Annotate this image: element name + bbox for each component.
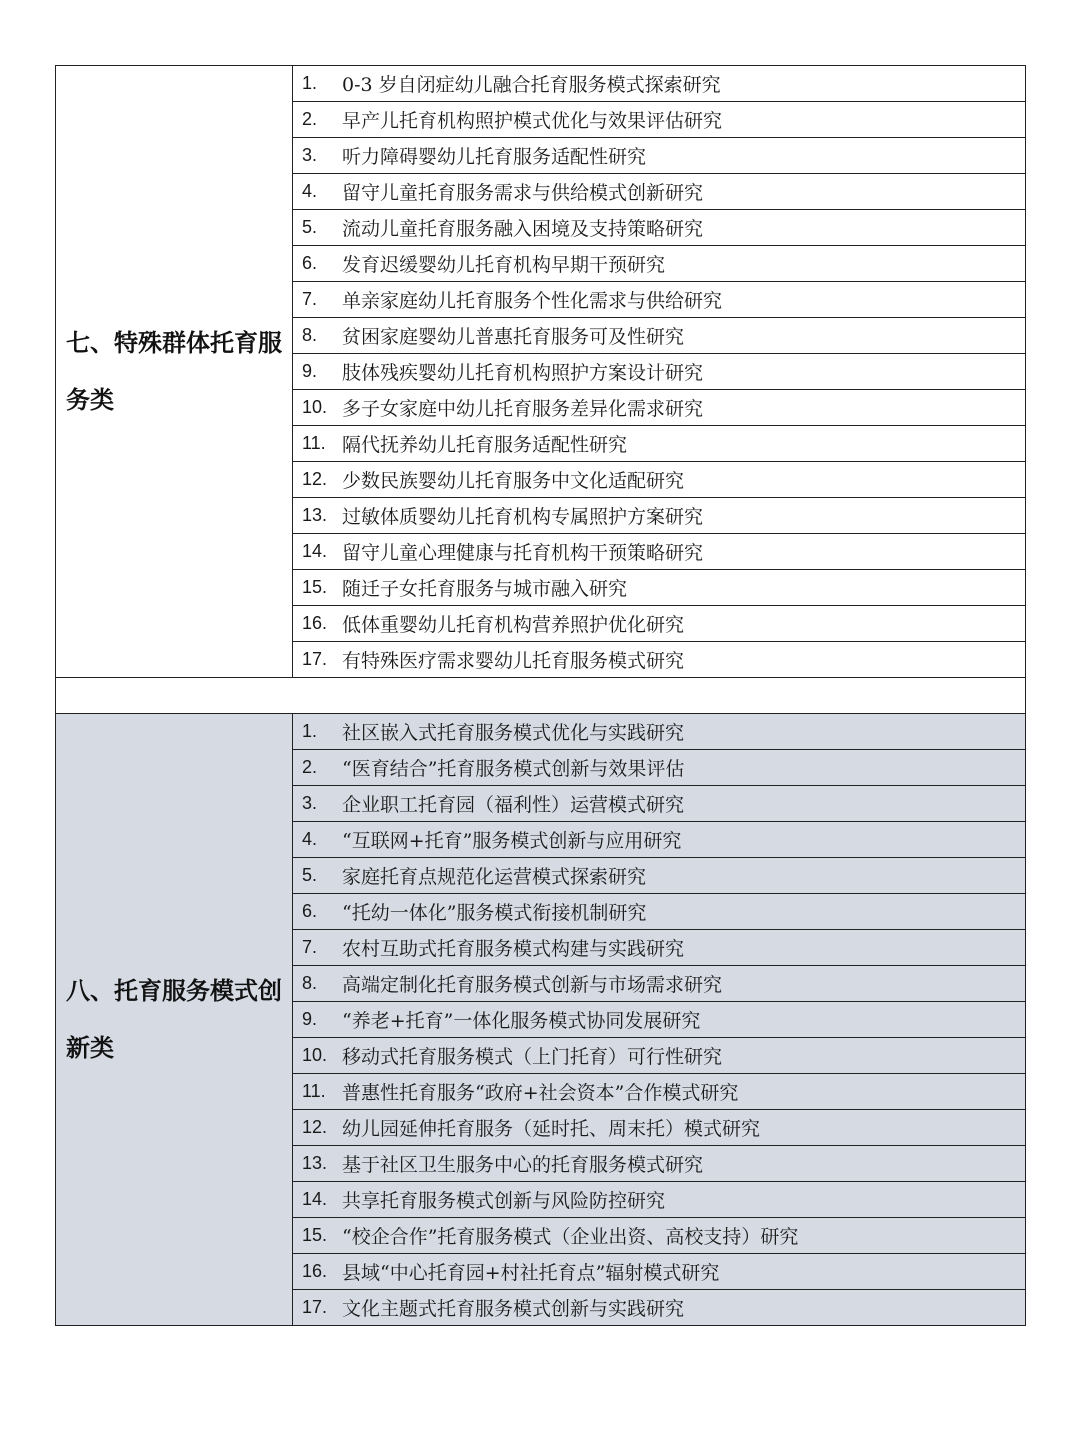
topic-cell: [293, 1290, 1026, 1326]
topic-cell: [293, 1254, 1026, 1290]
item-number: 15.: [302, 577, 328, 597]
topic-cell: [293, 498, 1026, 534]
item-title: 家庭托育点规范化运营模式探索研究: [342, 866, 647, 888]
item-title: 早产儿托育机构照护模式优化与效果评估研究: [342, 110, 723, 132]
item-title: 社区嵌入式托育服务模式优化与实践研究: [342, 722, 685, 744]
item-title: 幼儿园延伸托育服务（延时托、周末托）模式研究: [342, 1118, 761, 1140]
item-number: 5.: [302, 217, 318, 237]
item-title: 0-3 岁自闭症幼儿融合托育服务模式探索研究: [342, 74, 721, 96]
item-title: “医育结合”托育服务模式创新与效果评估: [342, 758, 685, 780]
item-number: 3.: [302, 793, 318, 813]
item-number: 12.: [302, 1117, 328, 1137]
topic-item: [293, 1146, 1025, 1181]
item-number: 17.: [302, 649, 328, 669]
item-number: 9.: [302, 361, 318, 381]
topic-item: [293, 102, 1025, 137]
topic-item: [293, 570, 1025, 605]
item-title: 随迁子女托育服务与城市融入研究: [342, 578, 628, 600]
item-title: 留守儿童心理健康与托育机构干预策略研究: [342, 542, 704, 564]
topic-cell: [293, 894, 1026, 930]
topic-item: [293, 210, 1025, 245]
topic-cell: [293, 570, 1026, 606]
topic-cell: [293, 246, 1026, 282]
item-number: 5.: [302, 865, 318, 885]
topic-cell: [293, 534, 1026, 570]
item-number: 16.: [302, 1261, 328, 1281]
topic-item: [293, 354, 1025, 389]
topic-cell: [293, 750, 1026, 786]
item-title: 共享托育服务模式创新与风险防控研究: [342, 1190, 666, 1212]
topic-item: [293, 282, 1025, 317]
topic-item: [293, 822, 1025, 857]
topic-cell: [293, 390, 1026, 426]
item-title: 流动儿童托育服务融入困境及支持策略研究: [342, 218, 704, 240]
item-title: 贫困家庭婴幼儿普惠托育服务可及性研究: [342, 326, 685, 348]
table-row: [56, 66, 1026, 102]
topic-cell: [293, 102, 1026, 138]
topic-cell: [293, 1218, 1026, 1254]
topic-cell: [293, 966, 1026, 1002]
item-title: 多子女家庭中幼儿托育服务差异化需求研究: [342, 398, 704, 420]
topic-item: [293, 534, 1025, 569]
item-number: 7.: [302, 937, 318, 957]
topic-item: [293, 66, 1025, 101]
item-number: 1.: [302, 73, 318, 93]
topic-cell: [293, 282, 1026, 318]
item-title: 隔代抚养幼儿托育服务适配性研究: [342, 434, 628, 456]
item-number: 1.: [302, 721, 318, 741]
topic-cell: [293, 930, 1026, 966]
topic-cell: [293, 1182, 1026, 1218]
topic-cell: [293, 1038, 1026, 1074]
category-cell: 七、特殊群体托育服务类: [56, 66, 293, 678]
item-title: 少数民族婴幼儿托育服务中文化适配研究: [342, 470, 685, 492]
topic-item: [293, 1290, 1025, 1325]
item-number: 12.: [302, 469, 328, 489]
item-number: 11.: [302, 433, 326, 453]
topic-cell: [293, 1146, 1026, 1182]
topic-cell: [293, 462, 1026, 498]
item-title: 企业职工托育园（福利性）运营模式研究: [342, 794, 685, 816]
item-number: 14.: [302, 1189, 328, 1209]
item-title: 高端定制化托育服务模式创新与市场需求研究: [342, 974, 723, 996]
topic-item: [293, 1038, 1025, 1073]
topic-item: [293, 858, 1025, 893]
item-title: 留守儿童托育服务需求与供给模式创新研究: [342, 182, 704, 204]
table-row: [56, 714, 1026, 750]
item-number: 8.: [302, 973, 318, 993]
topic-item: [293, 390, 1025, 425]
item-number: 10.: [302, 1045, 328, 1065]
topic-item: [293, 750, 1025, 785]
topic-cell: [293, 822, 1026, 858]
item-number: 14.: [302, 541, 328, 561]
table-body: [56, 66, 1026, 1326]
item-title: “托幼一体化”服务模式衔接机制研究: [342, 902, 647, 924]
item-number: 10.: [302, 397, 328, 417]
topic-item: [293, 318, 1025, 353]
topic-cell: [293, 318, 1026, 354]
item-title: 文化主题式托育服务模式创新与实践研究: [342, 1298, 685, 1320]
topic-item: [293, 174, 1025, 209]
item-title: “校企合作”托育服务模式（企业出资、高校支持）研究: [342, 1226, 799, 1248]
topic-cell: [293, 210, 1026, 246]
category-cell: 八、托育服务模式创新类: [56, 714, 293, 1326]
spacer-row: [56, 678, 1026, 714]
topic-item: [293, 642, 1025, 677]
topic-cell: [293, 1002, 1026, 1038]
topic-item: [293, 1110, 1025, 1145]
item-number: 11.: [302, 1081, 326, 1101]
item-number: 4.: [302, 181, 318, 201]
topic-item: [293, 606, 1025, 641]
item-number: 8.: [302, 325, 318, 345]
topic-cell: [293, 714, 1026, 750]
topic-item: [293, 1074, 1025, 1109]
item-title: 有特殊医疗需求婴幼儿托育服务模式研究: [342, 650, 685, 672]
item-title: 县域“中心托育园+村社托育点”辐射模式研究: [342, 1262, 720, 1284]
topic-cell: [293, 1110, 1026, 1146]
item-number: 13.: [302, 1153, 328, 1173]
topic-item: [293, 1218, 1025, 1253]
topic-item: [293, 246, 1025, 281]
topic-item: [293, 714, 1025, 749]
item-number: 16.: [302, 613, 328, 633]
topic-item: [293, 786, 1025, 821]
topic-cell: [293, 858, 1026, 894]
topic-cell: [293, 354, 1026, 390]
item-title: 过敏体质婴幼儿托育机构专属照护方案研究: [342, 506, 704, 528]
item-number: 17.: [302, 1297, 328, 1317]
item-title: 肢体残疾婴幼儿托育机构照护方案设计研究: [342, 362, 704, 384]
item-number: 2.: [302, 757, 318, 777]
topic-cell: [293, 426, 1026, 462]
topic-item: [293, 894, 1025, 929]
topic-item: [293, 930, 1025, 965]
topic-item: [293, 498, 1025, 533]
item-number: 6.: [302, 253, 318, 273]
research-topics-table: [55, 65, 1026, 1326]
item-number: 15.: [302, 1225, 328, 1245]
item-title: 发育迟缓婴幼儿托育机构早期干预研究: [342, 254, 666, 276]
item-number: 2.: [302, 109, 318, 129]
item-number: 4.: [302, 829, 318, 849]
topic-item: [293, 1182, 1025, 1217]
topic-cell: [293, 606, 1026, 642]
item-number: 13.: [302, 505, 328, 525]
item-title: 农村互助式托育服务模式构建与实践研究: [342, 938, 685, 960]
topic-item: [293, 426, 1025, 461]
item-number: 3.: [302, 145, 318, 165]
topic-cell: [293, 786, 1026, 822]
topic-cell: [293, 138, 1026, 174]
topic-cell: [293, 66, 1026, 102]
topic-cell: [293, 642, 1026, 678]
item-title: 普惠性托育服务“政府+社会资本”合作模式研究: [342, 1082, 739, 1104]
spacer-cell: [56, 678, 1026, 714]
item-title: 单亲家庭幼儿托育服务个性化需求与供给研究: [342, 290, 723, 312]
item-number: 7.: [302, 289, 318, 309]
topic-cell: [293, 174, 1026, 210]
item-title: 基于社区卫生服务中心的托育服务模式研究: [342, 1154, 704, 1176]
topic-item: [293, 1002, 1025, 1037]
item-number: 6.: [302, 901, 318, 921]
item-title: 移动式托育服务模式（上门托育）可行性研究: [342, 1046, 723, 1068]
item-title: 低体重婴幼儿托育机构营养照护优化研究: [342, 614, 685, 636]
topic-item: [293, 966, 1025, 1001]
topic-item: [293, 462, 1025, 497]
item-title: 听力障碍婴幼儿托育服务适配性研究: [342, 146, 647, 168]
topic-cell: [293, 1074, 1026, 1110]
item-title: “养老+托育”一体化服务模式协同发展研究: [342, 1010, 701, 1032]
topic-item: [293, 138, 1025, 173]
item-number: 9.: [302, 1009, 318, 1029]
topic-item: [293, 1254, 1025, 1289]
item-title: “互联网+托育”服务模式创新与应用研究: [342, 830, 682, 852]
